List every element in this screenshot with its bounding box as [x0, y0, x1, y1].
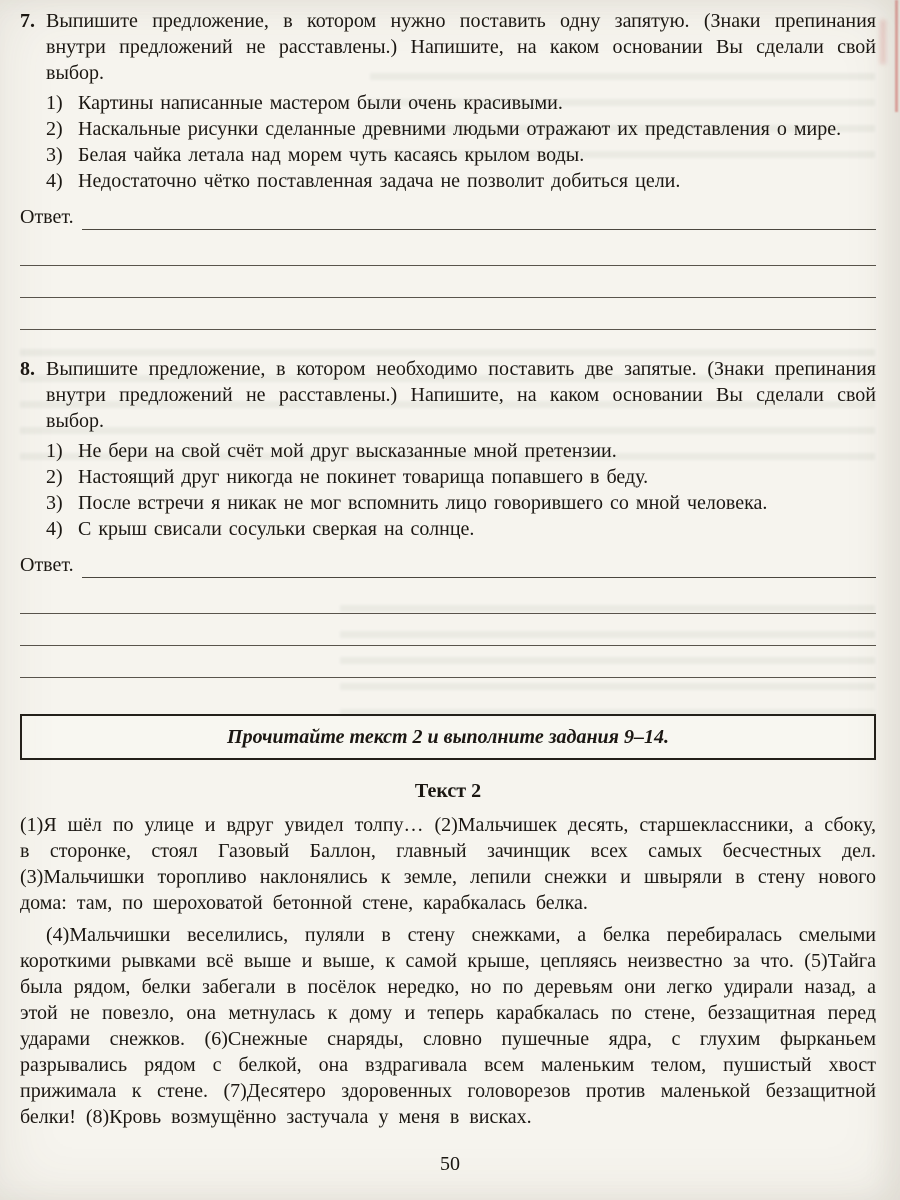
option-number: 1): [46, 440, 63, 462]
task-8-number: 8.: [20, 358, 35, 380]
ruled-line: [20, 614, 876, 646]
option-number: 1): [46, 92, 63, 114]
option-text: Не бери на свой счёт мой друг высказанные мной претензии.: [78, 440, 617, 462]
option-number: 4): [46, 170, 63, 192]
option-text: Белая чайка летала над морем чуть касаясь крылом воды.: [78, 144, 585, 166]
task-8-body: [46, 356, 876, 542]
task-7: [20, 8, 876, 194]
option-text: Настоящий друг никогда не покинет товарища попавшего в беду.: [78, 466, 649, 488]
option-number: 2): [46, 118, 63, 140]
scan-red-edge-artifact: [895, 0, 898, 112]
task-8-option-2: [46, 464, 876, 490]
task-7-option-3: [46, 142, 876, 168]
ruled-line: [20, 582, 876, 614]
option-text: Недостаточно чётко поставленная задача не позволит добиться цели.: [78, 170, 681, 192]
task-7-ruled-lines: [20, 234, 876, 330]
task-7-options: [46, 90, 876, 194]
option-text: С крыш свисали сосульки сверкая на солнце.: [78, 518, 475, 540]
answer-write-line: [82, 206, 876, 230]
task-7-prompt: Выпишите предложение, в котором нужно поставить одну запятую. (Знаки препинания внутри предложений не расставлены.) Напишите, на каком основании Вы сделали свой выбор.: [46, 10, 876, 84]
scan-red-smudge-artifact: [880, 20, 886, 64]
task-7-option-2: [46, 116, 876, 142]
answer-label: Ответ.: [20, 554, 74, 576]
option-text: Картины написанные мастером были очень красивыми.: [78, 92, 563, 114]
text2-heading: Текст 2: [414, 780, 482, 802]
task-7-body: [46, 8, 876, 194]
answer-write-line: [82, 554, 876, 578]
instruction-box: [20, 714, 876, 760]
task-8: [20, 356, 876, 542]
ruled-line: [20, 266, 876, 298]
task-8-option-4: [46, 516, 876, 542]
task-8-prompt: Выпишите предложение, в котором необходимо поставить две запятые. (Знаки препинания внутри предложений не расставлены.) Напишите, на каком основании Вы сделали свой выбор.: [46, 358, 876, 432]
task-7-option-4: [46, 168, 876, 194]
answer-label: Ответ.: [20, 206, 74, 228]
task-8-answer-row: [20, 552, 876, 578]
task-8-option-3: [46, 490, 876, 516]
task-7-answer-row: [20, 204, 876, 230]
instruction-text: Прочитайте текст 2 и выполните задания 9–14.: [227, 726, 669, 748]
option-number: 3): [46, 144, 63, 166]
option-number: 3): [46, 492, 63, 514]
option-text: Наскальные рисунки сделанные древними людьми отражают их представления о мире.: [78, 118, 842, 140]
task-8-option-1: [46, 438, 876, 464]
option-text: После встречи я никак не мог вспомнить лицо говорившего со мной человека.: [78, 492, 768, 514]
task-7-number: 7.: [20, 10, 35, 32]
task-8-ruled-lines: [20, 582, 876, 678]
text2-paragraph-2: (4)Мальчишки веселились, пуляли в стену снежками, а белка перебиралась смелыми короткими рывками всё выше и выше, к самой крыше, цепляясь неизвестно за что. (5)Тайга была рядом, белки забегали в посёлок нередко, но по деревьям они легко удирали назад, а этой не повезло, она метнулась к дому и теперь карабкалась по стене, беззащитная перед ударами снежков. (6)Снежные снаряды, словно пушечные ядра, с глухим фырканьем разрывались рядом с белкой, она вздрагивала всем маленьким телом, пушистый хвост прижимала к стене. (7)Десятеро здоровенных головорезов против маленькой беззащитной белки! (8)Кровь возмущённо застучала у меня в висках.: [20, 924, 876, 1128]
task-8-options: [46, 438, 876, 542]
ruled-line: [20, 646, 876, 678]
ruled-line: [20, 298, 876, 330]
task-7-option-1: [46, 90, 876, 116]
text2-paragraph-1: (1)Я шёл по улице и вдруг увидел толпу… (2)Мальчишек десять, старшеклассники, а сбоку, в сторонке, стоял Газовый Баллон, главный зачинщик всех самых бесчестных дел. (3)Мальчишки торопливо наклонялись к земле, лепили снежки и швыряли в стену нового дома: там, по шероховатой бетонной стене, карабкалась белка.: [20, 814, 876, 914]
option-number: 4): [46, 518, 63, 540]
page-number: 50: [440, 1153, 460, 1175]
option-number: 2): [46, 466, 63, 488]
ruled-line: [20, 234, 876, 266]
